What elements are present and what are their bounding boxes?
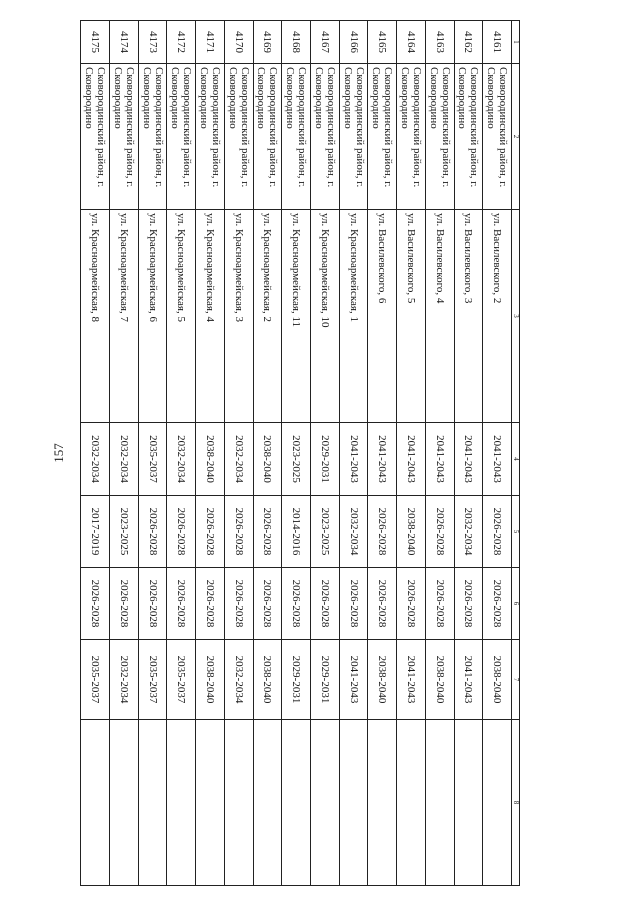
period-cell: 2026-2028 <box>224 496 253 568</box>
row-number-cell: 4175 <box>81 21 110 64</box>
address-cell: ул. Красноармейская, 11 <box>282 210 311 423</box>
period-cell: 2038-2040 <box>253 640 282 720</box>
empty-cell <box>253 720 282 886</box>
period-cell: 2035-2037 <box>81 640 110 720</box>
period-cell: 2032-2034 <box>339 496 368 568</box>
period-cell: 2026-2028 <box>138 568 167 640</box>
district-cell: Сковородинский район, г. Сковородино <box>196 64 225 210</box>
period-cell: 2026-2028 <box>483 568 512 640</box>
address-cell: ул. Красноармейская, 10 <box>310 210 339 423</box>
address-cell: ул. Красноармейская, 3 <box>224 210 253 423</box>
period-cell: 2038-2040 <box>397 496 426 568</box>
column-number: 8 <box>512 720 520 886</box>
period-cell: 2032-2034 <box>167 423 196 496</box>
row-number-cell: 4168 <box>282 21 311 64</box>
period-cell: 2041-2043 <box>339 423 368 496</box>
empty-cell <box>310 720 339 886</box>
column-number: 7 <box>512 640 520 720</box>
column-number: 5 <box>512 496 520 568</box>
period-cell: 2026-2028 <box>167 496 196 568</box>
table-row <box>483 21 512 886</box>
period-cell: 2038-2040 <box>368 640 397 720</box>
column-number: 3 <box>512 210 520 423</box>
period-cell: 2035-2037 <box>167 640 196 720</box>
address-cell: ул. Красноармейская, 2 <box>253 210 282 423</box>
period-cell: 2026-2028 <box>167 568 196 640</box>
address-cell: ул. Красноармейская, 7 <box>109 210 138 423</box>
table-row <box>109 21 138 886</box>
row-number-cell: 4161 <box>483 21 512 64</box>
period-cell: 2029-2031 <box>310 423 339 496</box>
empty-cell <box>483 720 512 886</box>
district-cell: Сковородинский район, г. Сковородино <box>425 64 454 210</box>
row-number-cell: 4173 <box>138 21 167 64</box>
address-cell: ул. Красноармейская, 8 <box>81 210 110 423</box>
district-cell: Сковородинский район, г. Сковородино <box>310 64 339 210</box>
address-cell: ул. Красноармейская, 5 <box>167 210 196 423</box>
table-row <box>310 21 339 886</box>
row-number-cell: 4163 <box>425 21 454 64</box>
column-number-header-row <box>512 21 520 886</box>
period-cell: 2023-2025 <box>282 423 311 496</box>
table-row <box>224 21 253 886</box>
period-cell: 2035-2037 <box>138 423 167 496</box>
address-cell: ул. Красноармейская, 1 <box>339 210 368 423</box>
period-cell: 2041-2043 <box>397 423 426 496</box>
period-cell: 2026-2028 <box>339 568 368 640</box>
address-cell: ул. Василевского, 2 <box>483 210 512 423</box>
period-cell: 2038-2040 <box>483 640 512 720</box>
empty-cell <box>425 720 454 886</box>
district-cell: Сковородинский район, г. Сковородино <box>224 64 253 210</box>
row-number-cell: 4164 <box>397 21 426 64</box>
period-cell: 2023-2025 <box>109 496 138 568</box>
period-cell: 2038-2040 <box>196 423 225 496</box>
period-cell: 2026-2028 <box>310 568 339 640</box>
period-cell: 2035-2037 <box>138 640 167 720</box>
empty-cell <box>397 720 426 886</box>
column-number: 1 <box>512 21 520 64</box>
table-row <box>167 21 196 886</box>
district-cell: Сковородинский район, г. Сковородино <box>253 64 282 210</box>
column-number: 2 <box>512 64 520 210</box>
row-number-cell: 4171 <box>196 21 225 64</box>
row-number-cell: 4170 <box>224 21 253 64</box>
period-cell: 2038-2040 <box>253 423 282 496</box>
page-number: 157 <box>51 443 66 463</box>
period-cell: 2017-2019 <box>81 496 110 568</box>
period-cell: 2023-2025 <box>310 496 339 568</box>
empty-cell <box>368 720 397 886</box>
table-row <box>397 21 426 886</box>
district-cell: Сковородинский район, г. Сковородино <box>138 64 167 210</box>
row-number-cell: 4162 <box>454 21 483 64</box>
empty-cell <box>196 720 225 886</box>
district-cell: Сковородинский район, г. Сковородино <box>109 64 138 210</box>
period-cell: 2026-2028 <box>224 568 253 640</box>
period-cell: 2032-2034 <box>224 423 253 496</box>
row-number-cell: 4166 <box>339 21 368 64</box>
empty-cell <box>138 720 167 886</box>
period-cell: 2026-2028 <box>253 496 282 568</box>
period-cell: 2026-2028 <box>454 568 483 640</box>
period-cell: 2026-2028 <box>368 568 397 640</box>
period-cell: 2032-2034 <box>109 640 138 720</box>
table-body <box>81 21 512 886</box>
table-row <box>339 21 368 886</box>
period-cell: 2026-2028 <box>282 568 311 640</box>
period-cell: 2032-2034 <box>454 496 483 568</box>
district-cell: Сковородинский район, г. Сковородино <box>81 64 110 210</box>
district-cell: Сковородинский район, г. Сковородино <box>397 64 426 210</box>
address-cell: ул. Красноармейская, 6 <box>138 210 167 423</box>
column-number: 4 <box>512 423 520 496</box>
table-row <box>81 21 110 886</box>
district-cell: Сковородинский район, г. Сковородино <box>339 64 368 210</box>
period-cell: 2029-2031 <box>282 640 311 720</box>
district-cell: Сковородинский район, г. Сковородино <box>454 64 483 210</box>
period-cell: 2041-2043 <box>425 423 454 496</box>
period-cell: 2014-2016 <box>282 496 311 568</box>
period-cell: 2026-2028 <box>368 496 397 568</box>
table-row <box>368 21 397 886</box>
empty-cell <box>224 720 253 886</box>
period-cell: 2026-2028 <box>425 496 454 568</box>
period-cell: 2026-2028 <box>196 568 225 640</box>
period-cell: 2026-2028 <box>483 496 512 568</box>
row-number-cell: 4167 <box>310 21 339 64</box>
address-cell: ул. Василевского, 3 <box>454 210 483 423</box>
row-number-cell: 4169 <box>253 21 282 64</box>
address-cell: ул. Василевского, 6 <box>368 210 397 423</box>
empty-cell <box>167 720 196 886</box>
period-cell: 2032-2034 <box>109 423 138 496</box>
period-cell: 2026-2028 <box>425 568 454 640</box>
empty-cell <box>81 720 110 886</box>
period-cell: 2041-2043 <box>454 640 483 720</box>
empty-cell <box>109 720 138 886</box>
address-cell: ул. Василевского, 4 <box>425 210 454 423</box>
table-row <box>454 21 483 886</box>
address-cell: ул. Красноармейская, 4 <box>196 210 225 423</box>
row-number-cell: 4174 <box>109 21 138 64</box>
district-cell: Сковородинский район, г. Сковородино <box>483 64 512 210</box>
period-cell: 2038-2040 <box>425 640 454 720</box>
period-cell: 2041-2043 <box>339 640 368 720</box>
period-cell: 2026-2028 <box>196 496 225 568</box>
period-cell: 2041-2043 <box>483 423 512 496</box>
period-cell: 2038-2040 <box>196 640 225 720</box>
table-row <box>425 21 454 886</box>
period-cell: 2026-2028 <box>81 568 110 640</box>
row-number-cell: 4165 <box>368 21 397 64</box>
column-number: 6 <box>512 568 520 640</box>
district-cell: Сковородинский район, г. Сковородино <box>282 64 311 210</box>
district-cell: Сковородинский район, г. Сковородино <box>167 64 196 210</box>
document-table-container <box>80 20 520 885</box>
period-cell: 2032-2034 <box>81 423 110 496</box>
table-row <box>282 21 311 886</box>
period-cell: 2026-2028 <box>109 568 138 640</box>
table-row <box>138 21 167 886</box>
address-cell: ул. Василевского, 5 <box>397 210 426 423</box>
table-row <box>253 21 282 886</box>
period-cell: 2041-2043 <box>454 423 483 496</box>
district-cell: Сковородинский район, г. Сковородино <box>368 64 397 210</box>
empty-cell <box>282 720 311 886</box>
housing-repair-schedule-table <box>80 20 520 886</box>
period-cell: 2026-2028 <box>253 568 282 640</box>
table-row <box>196 21 225 886</box>
period-cell: 2026-2028 <box>138 496 167 568</box>
period-cell: 2041-2043 <box>397 640 426 720</box>
period-cell: 2041-2043 <box>368 423 397 496</box>
period-cell: 2026-2028 <box>397 568 426 640</box>
empty-cell <box>339 720 368 886</box>
empty-cell <box>454 720 483 886</box>
period-cell: 2032-2034 <box>224 640 253 720</box>
row-number-cell: 4172 <box>167 21 196 64</box>
period-cell: 2029-2031 <box>310 640 339 720</box>
